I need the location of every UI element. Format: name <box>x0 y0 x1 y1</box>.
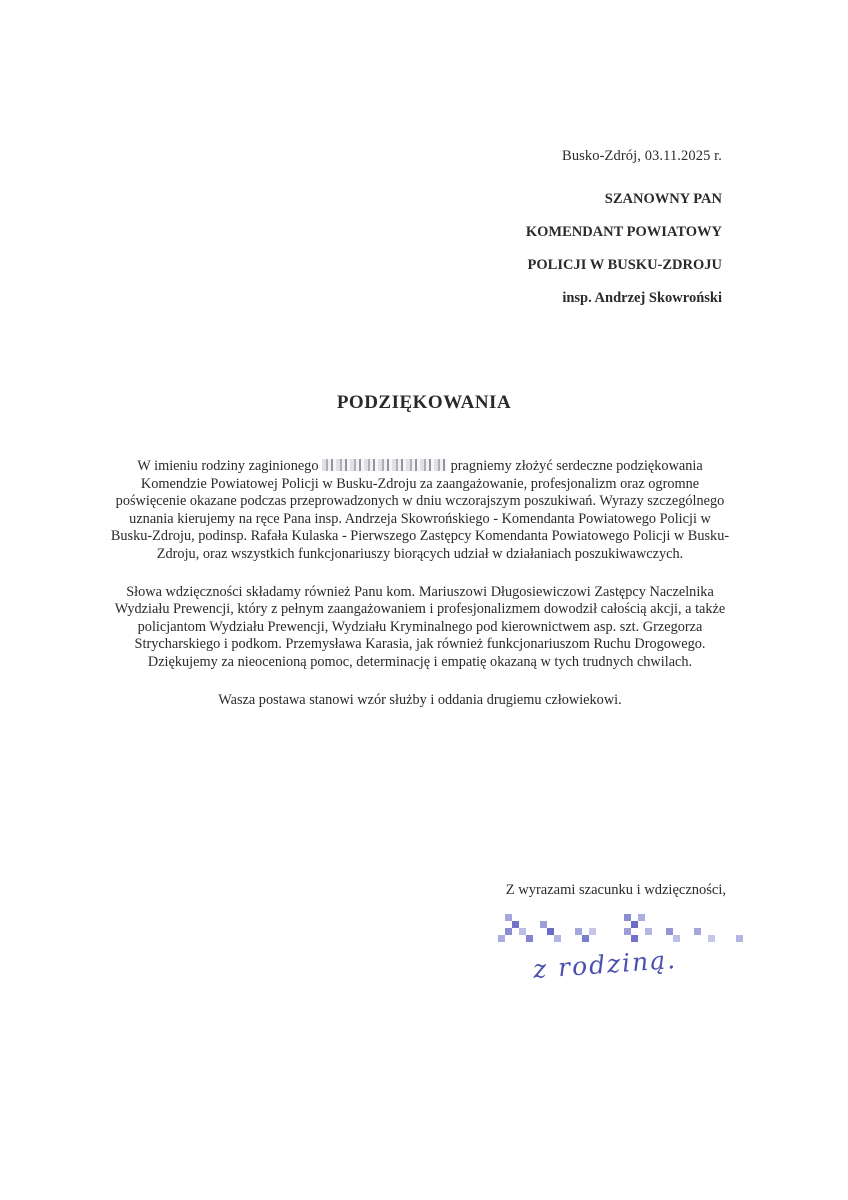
place-date: Busko-Zdrój, 03.11.2025 r. <box>562 148 722 164</box>
letter-body <box>110 458 730 729</box>
paragraph-1 <box>110 458 730 564</box>
addressee-block <box>526 189 722 321</box>
addressee-line-2: KOMENDANT POWIATOWY <box>525 224 722 240</box>
addressee-line-3: POLICJI W BUSKU-ZDROJU <box>527 257 722 273</box>
redacted-name <box>322 459 447 471</box>
paragraph-2: Słowa wdzięczności składamy również Panu kom. Mariuszowi Długosiewiczowi Zastępcy Naczelnika Wydziału Prewencji, który z pełnym zaangażowaniem i profesjonalizmem dowodził całością akcji, a także policjantom Wydziału Prewencji, Wydziału Kryminalnego pod kierownictwem asp. szt. Grzegorza Strycharskiego i podkom. Przemysława Karasia, jak również funkcjonariuszom Ruchu Drogowego. Dziękujemy za nieocenioną pomoc, determinację i empatię okazaną w tych trudnych chwilach. <box>114 583 726 670</box>
addressee-line-4: insp. Andrzej Skowroński <box>562 290 722 306</box>
signature-suffix: z rodziną. <box>531 944 678 984</box>
paragraph-1-start: W imieniu rodziny zaginionego <box>137 458 319 474</box>
paragraph-3: Wasza postawa stanowi wzór służby i oddania drugiemu człowiekowi. <box>218 691 622 708</box>
letter-title: PODZIĘKOWANIA <box>336 392 512 413</box>
addressee-line-1: SZANOWNY PAN <box>604 191 722 207</box>
paragraph-1-rest: pragniemy złożyć serdeczne podziękowania Komendzie Powiatowej Policji w Busku-Zdroju za zaangażowanie, profesjonalizm oraz ogromne poświęcenie okazane podczas przeprowadzonych w dniu wczorajszym poszukiwań. Wyrazy szczególnego uznania kierujemy na ręce Pana insp. Andrzeja Skowrońskiego - Komendanta Powiatowego Policji w Busku-Zdroju, podinsp. Rafała Kulaska - Pierwszego Zastępcy Komendanta Powiatowego Policji w Busku-Zdroju, oraz wszystkich funkcjonariuszy biorących udział w działaniach poszukiwawczych. <box>110 458 730 562</box>
closing-phrase: Z wyrazami szacunku i wdzięczności, <box>505 882 726 898</box>
